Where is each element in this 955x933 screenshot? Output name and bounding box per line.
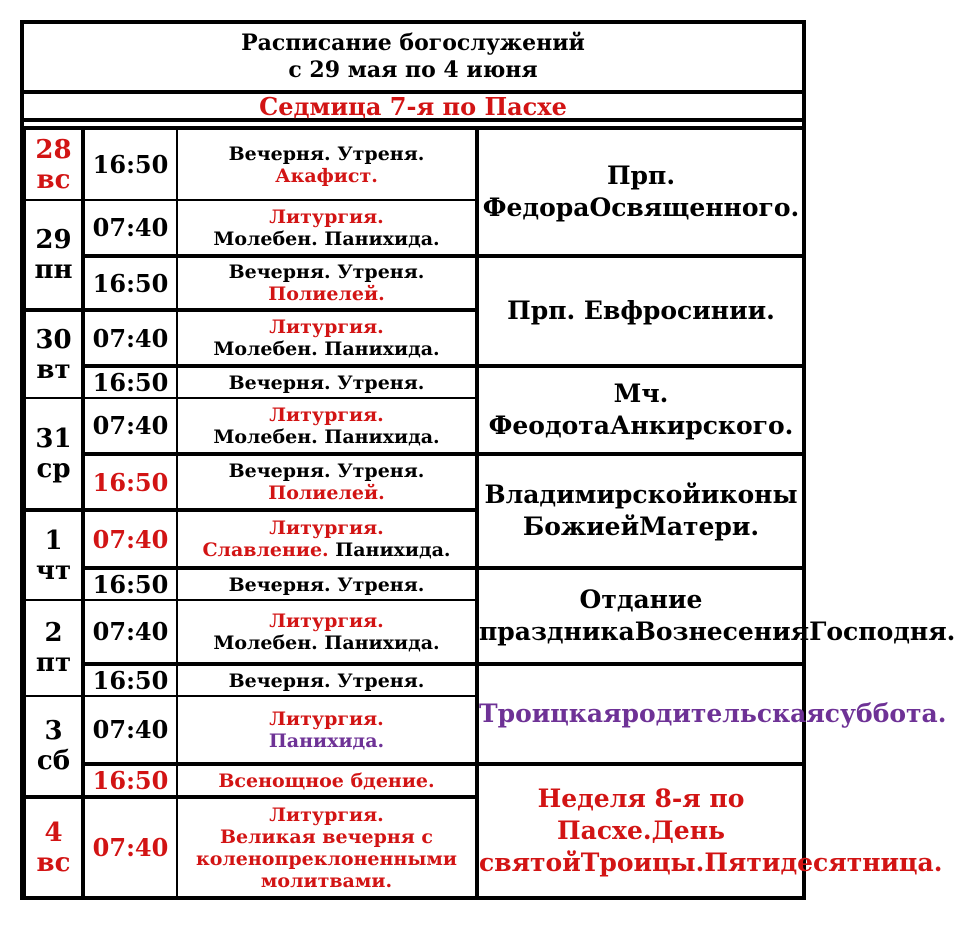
- service-cell: Литургия. Панихида.: [177, 696, 477, 764]
- title-line-1: Расписание богослужений: [241, 30, 585, 56]
- title-line-2: с 29 мая по 4 июня: [288, 57, 538, 83]
- day-cell: 4 вс: [25, 797, 83, 897]
- service-cell: Литургия. Великая вечерня с коленопреклоненными молитвами.: [177, 797, 477, 897]
- time-cell: 07:40: [83, 200, 177, 256]
- day-cell: 29 пн: [25, 200, 83, 310]
- day-cell: 31 ср: [25, 398, 83, 510]
- service-cell: Всенощное бдение.: [177, 764, 477, 797]
- time-cell: 16:50: [83, 366, 177, 398]
- time-cell: 16:50: [83, 664, 177, 696]
- service-cell: Литургия. Молебен. Панихида.: [177, 398, 477, 454]
- feast-cell: Отдание праздникаВознесенияГосподня.: [477, 568, 804, 664]
- service-cell: Литургия. Славление. Панихида.: [177, 510, 477, 568]
- service-cell: Литургия. Молебен. Панихида.: [177, 310, 477, 366]
- feast-cell: Неделя 8-я по Пасхе.День святойТроицы.Пятидесятница.: [477, 764, 804, 897]
- time-cell: 16:50: [83, 256, 177, 310]
- service-cell: Литургия. Молебен. Панихида.: [177, 200, 477, 256]
- schedule-title: [24, 24, 802, 90]
- time-cell: 07:40: [83, 510, 177, 568]
- time-cell: 16:50: [83, 764, 177, 797]
- service-cell: Вечерня. Утреня.: [177, 366, 477, 398]
- service-cell: Вечерня. Утреня. Акафист.: [177, 128, 477, 200]
- feast-cell: Прп. ФедораОсвященного.: [477, 128, 804, 256]
- service-cell: Вечерня. Утреня.: [177, 664, 477, 696]
- time-cell: 07:40: [83, 696, 177, 764]
- schedule-table: [24, 126, 955, 898]
- day-cell: 1 чт: [25, 510, 83, 600]
- day-cell: 28 вс: [25, 128, 83, 200]
- feast-cell: Мч. ФеодотаАнкирского.: [477, 366, 804, 454]
- day-cell: 3 сб: [25, 696, 83, 797]
- table-row: [25, 664, 804, 696]
- service-cell: Вечерня. Утреня. Полиелей.: [177, 256, 477, 310]
- time-cell: 16:50: [83, 128, 177, 200]
- table-row: [25, 454, 804, 510]
- service-cell: Литургия. Молебен. Панихида.: [177, 600, 477, 664]
- feast-cell: Владимирскойиконы БожиейМатери.: [477, 454, 804, 568]
- week-title: Седмица 7-я по Пасхе: [24, 90, 802, 122]
- table-row: [25, 256, 804, 310]
- time-cell: 16:50: [83, 454, 177, 510]
- time-cell: 16:50: [83, 568, 177, 600]
- service-cell: Вечерня. Утреня. Полиелей.: [177, 454, 477, 510]
- time-cell: 07:40: [83, 398, 177, 454]
- table-row: [25, 128, 804, 200]
- table-row: [25, 568, 804, 600]
- table-row: [25, 764, 804, 797]
- time-cell: 07:40: [83, 600, 177, 664]
- feast-cell: Троицкаяродительскаясуббота.: [477, 664, 804, 764]
- service-cell: Вечерня. Утреня.: [177, 568, 477, 600]
- time-cell: 07:40: [83, 310, 177, 366]
- table-row: [25, 366, 804, 398]
- time-cell: 07:40: [83, 797, 177, 897]
- feast-cell: Прп. Евфросинии.: [477, 256, 804, 366]
- day-cell: 30 вт: [25, 310, 83, 398]
- day-cell: 2 пт: [25, 600, 83, 696]
